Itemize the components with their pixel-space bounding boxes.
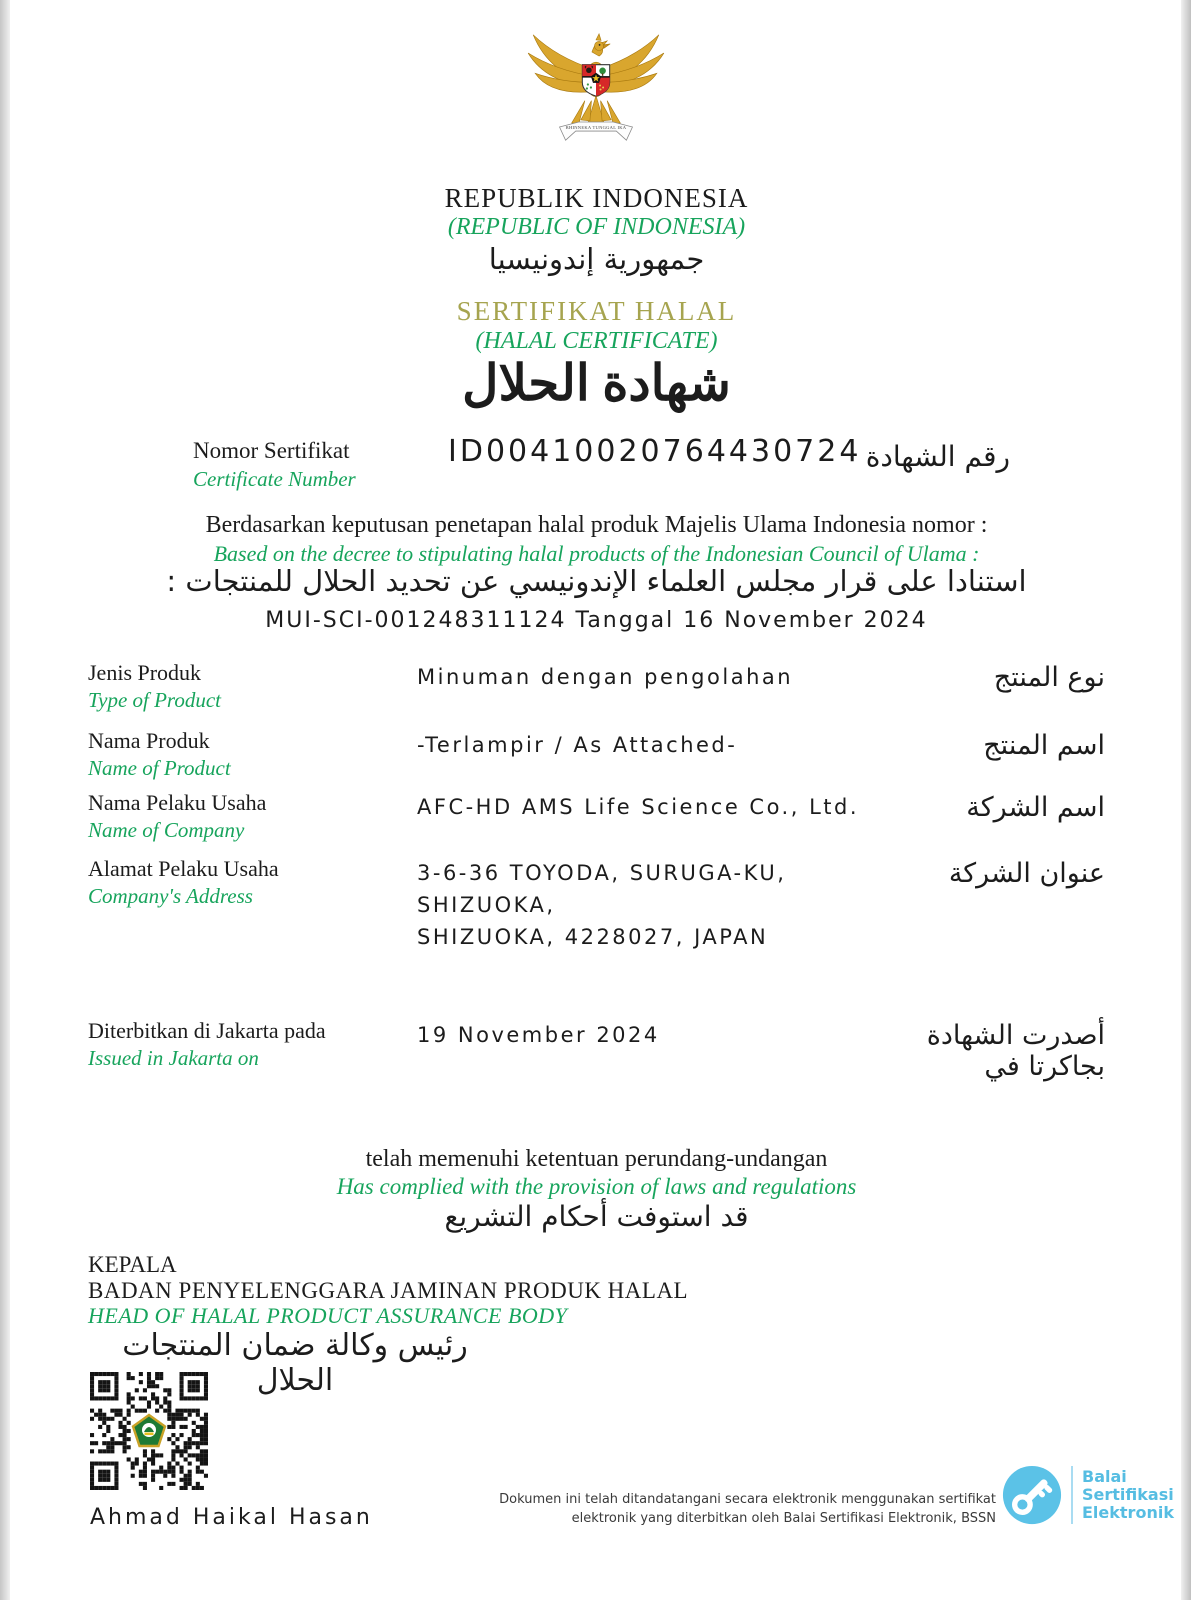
bse-logo-text	[1082, 1468, 1174, 1522]
page-right-edge	[1181, 0, 1191, 1600]
signatory-name: Ahmad Haikal Hasan	[90, 1505, 373, 1530]
field-label-ar: عنوان الشركة	[948, 858, 1105, 889]
field-label-ar: اسم الشركة	[966, 792, 1105, 823]
bse-text-line2: Sertifikasi	[1082, 1485, 1174, 1504]
field-label-id: Nama Pelaku Usaha	[88, 790, 267, 815]
decree-number-line: MUI-SCI-001248311124 Tanggal 16 November 2024	[265, 608, 928, 633]
field-label-en: Name of Company	[88, 818, 245, 842]
field-value-line1: Minuman dengan pengolahan	[417, 665, 794, 689]
country-name-id: REPUBLIK INDONESIA	[444, 183, 749, 213]
emblem-motto: BHINNEKA TUNGGAL IKA	[565, 125, 626, 131]
bse-text-line1: Balai	[1082, 1467, 1127, 1486]
bse-text-line3: Elektronik	[1082, 1503, 1174, 1522]
bse-logo	[1001, 1464, 1174, 1526]
field-label	[88, 790, 417, 843]
decree-line-en: Based on the decree to stipulating halal products of the Indonesian Council of Ulama :	[213, 541, 980, 566]
field-row-company-name	[88, 790, 1105, 843]
disclaimer-line1: Dokumen ini telah ditandatangani secara elektronik menggunakan sertifikat	[499, 1492, 996, 1507]
field-label	[88, 1018, 417, 1071]
field-label-id: Nama Produk	[88, 728, 210, 753]
field-value	[417, 790, 865, 823]
certificate-title-ar: شهادة الحلال	[462, 355, 731, 411]
issued-date: 19 November 2024	[417, 1023, 660, 1047]
signatory-title-id: KEPALA	[88, 1252, 177, 1277]
field-value	[417, 660, 865, 693]
compliance-line-id: telah memenuhi ketentuan perundang-undangan	[365, 1146, 828, 1172]
field-value	[417, 856, 865, 953]
field-row-product-name	[88, 728, 1105, 781]
page-left-edge	[0, 0, 10, 1600]
compliance-line-en: Has complied with the provision of laws and regulations	[336, 1174, 857, 1199]
country-name-en: (REPUBLIC OF INDONESIA)	[447, 214, 746, 240]
issued-label-id: Diterbitkan di Jakarta pada	[88, 1018, 326, 1043]
field-label	[88, 728, 417, 781]
field-label	[88, 856, 417, 909]
signatory-title-en: HEAD OF HALAL PRODUCT ASSURANCE BODY	[88, 1303, 568, 1328]
field-value-line2: SHIZUOKA, 4228027, JAPAN	[417, 925, 769, 949]
certificate-number-value: ID00410020764430724	[448, 434, 862, 469]
field-label-ar: اسم المنتج	[983, 730, 1105, 761]
country-name-ar: جمهورية إندونيسيا	[488, 242, 705, 276]
certificate-number-label-id: Nomor Sertifikat	[193, 438, 350, 463]
field-row-company-address	[88, 856, 1105, 953]
field-label-en: Company's Address	[88, 884, 253, 908]
field-value	[417, 728, 865, 761]
field-value-line1: AFC-HD AMS Life Science Co., Ltd.	[417, 795, 860, 819]
field-label-id: Alamat Pelaku Usaha	[88, 856, 279, 881]
certificate-number-label-en: Certificate Number	[193, 467, 356, 491]
certificate-number-label	[193, 438, 356, 492]
decree-line-ar: استنادا على قرار مجلس العلماء الإندونيسي عن تحديد الحلال للمنتجات :	[166, 564, 1027, 598]
bse-key-icon	[1001, 1464, 1063, 1526]
signatory-org-id: BADAN PENYELENGGARA JAMINAN PRODUK HALAL	[88, 1278, 689, 1303]
kemenag-logo-icon	[131, 1413, 167, 1449]
issued-value	[417, 1018, 865, 1051]
decree-line-id: Berdasarkan keputusan penetapan halal produk Majelis Ulama Indonesia nomor :	[205, 512, 988, 538]
field-row-product-type	[88, 660, 1105, 713]
issued-label-en: Issued in Jakarta on	[88, 1046, 259, 1070]
garuda-pancasila-emblem	[520, 14, 672, 162]
compliance-line-ar: قد استوفت أحكام التشريع	[444, 1200, 749, 1233]
field-label-en: Type of Product	[88, 688, 221, 712]
certificate-title-en: (HALAL CERTIFICATE)	[475, 328, 718, 354]
field-label	[88, 660, 417, 713]
field-value-line1: -Terlampir / As Attached-	[417, 733, 738, 757]
certificate-number-row	[88, 434, 1105, 508]
certificate-title-id: SERTIFIKAT HALAL	[456, 296, 737, 326]
field-row-issued	[88, 1018, 1105, 1082]
field-label-ar: نوع المنتج	[993, 662, 1105, 693]
qr-code	[90, 1372, 208, 1490]
certificate-number-label-ar: رقم الشهادة	[865, 440, 1010, 473]
field-label-id: Jenis Produk	[88, 660, 202, 685]
electronic-signature-disclaimer	[476, 1490, 996, 1528]
disclaimer-line2: elektronik yang diterbitkan oleh Balai Sertifikasi Elektronik, BSSN	[571, 1511, 996, 1526]
field-value-line1: 3-6-36 TOYODA, SURUGA-KU, SHIZUOKA,	[417, 861, 787, 917]
bse-logo-divider	[1071, 1466, 1073, 1524]
issued-label-ar: أصدرت الشهادة بجاكرتا في	[926, 1020, 1105, 1082]
field-label-en: Name of Product	[88, 756, 231, 780]
signatory-title-ar: رئيس وكالة ضمان المنتجات الحلال	[122, 1328, 468, 1398]
